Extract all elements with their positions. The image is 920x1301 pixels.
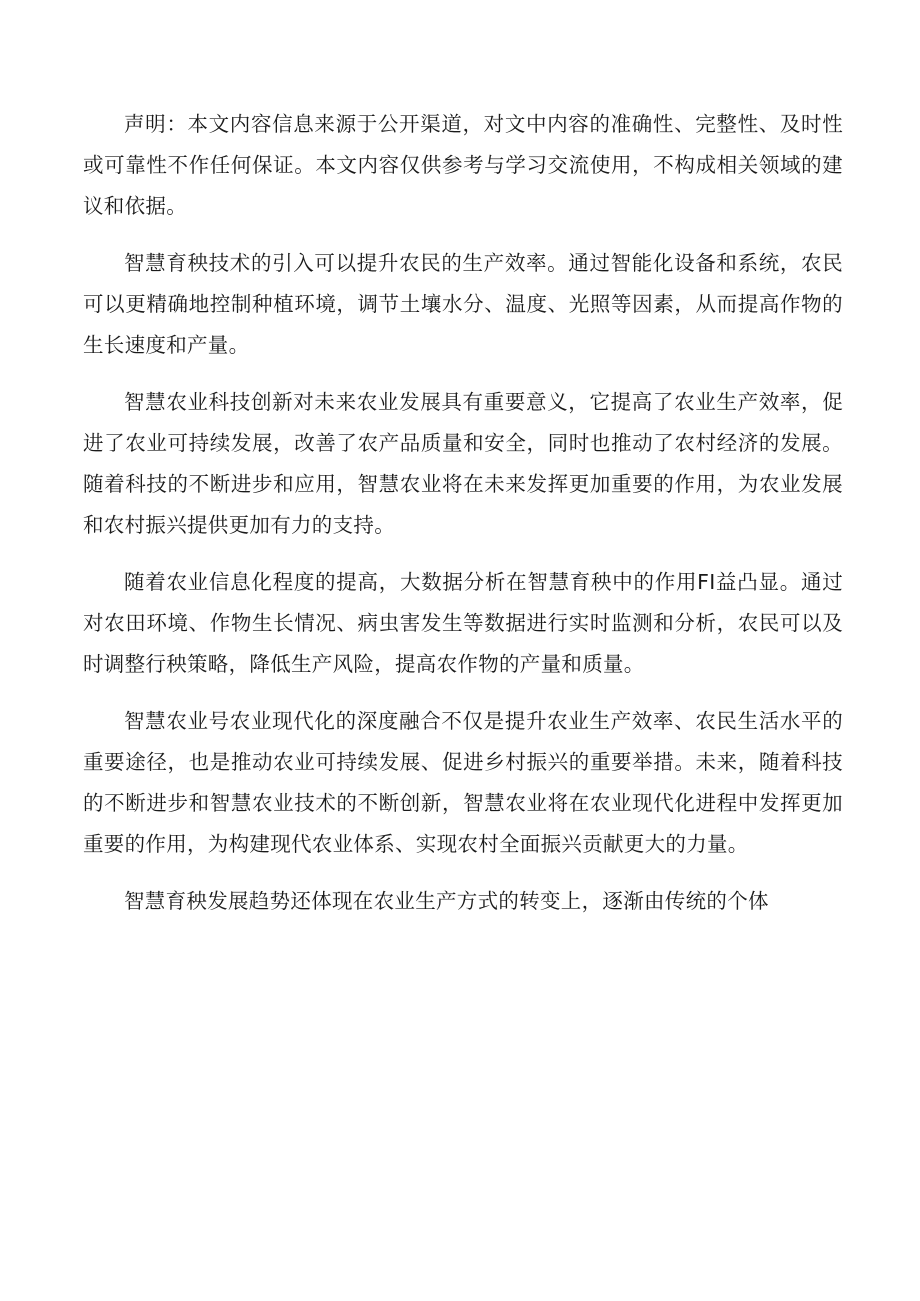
body-paragraph: 智慧育秧技术的引入可以提升农民的生产效率。通过智能化设备和系统，农民可以更精确地控制种植环境，调节土壤水分、温度、光照等因素，从而提高作物的生长速度和产量。 <box>83 251 843 357</box>
body-paragraph: 智慧育秧发展趋势还体现在农业生产方式的转变上，逐渐由传统的个体 <box>124 889 769 913</box>
document-body <box>83 104 843 938</box>
body-paragraph: 随着农业信息化程度的提高，大数据分析在智慧育秧中的作用FI益凸显。通过对农田环境、作物生长情况、病虫害发生等数据进行实时监测和分析，农民可以及时调整行秧策略，降低生产风险，提高农作物的产量和质量。 <box>83 570 843 676</box>
disclaimer-paragraph: 声明：本文内容信息来源于公开渠道，对文中内容的准确性、完整性、及时性或可靠性不作任何保证。本文内容仅供参考与学习交流使用，不构成相关领域的建议和依据。 <box>83 112 843 218</box>
body-paragraph: 智慧农业科技创新对未来农业发展具有重要意义，它提高了农业生产效率，促进了农业可持续发展，改善了农产品质量和安全，同时也推动了农村经济的发展。随着科技的不断进步和应用，智慧农业将在未来发挥更加重要的作用，为农业发展和农村振兴提供更加有力的支持。 <box>83 390 843 537</box>
body-paragraph: 智慧农业号农业现代化的深度融合不仅是提升农业生产效率、农民生活水平的重要途径，也是推动农业可持续发展、促进乡村振兴的重要举措。未来，随着科技的不断进步和智慧农业技术的不断创新，智慧农业将在农业现代化进程中发挥更加重要的作用，为构建现代农业体系、实现农村全面振兴贡献更大的力量。 <box>83 709 843 856</box>
